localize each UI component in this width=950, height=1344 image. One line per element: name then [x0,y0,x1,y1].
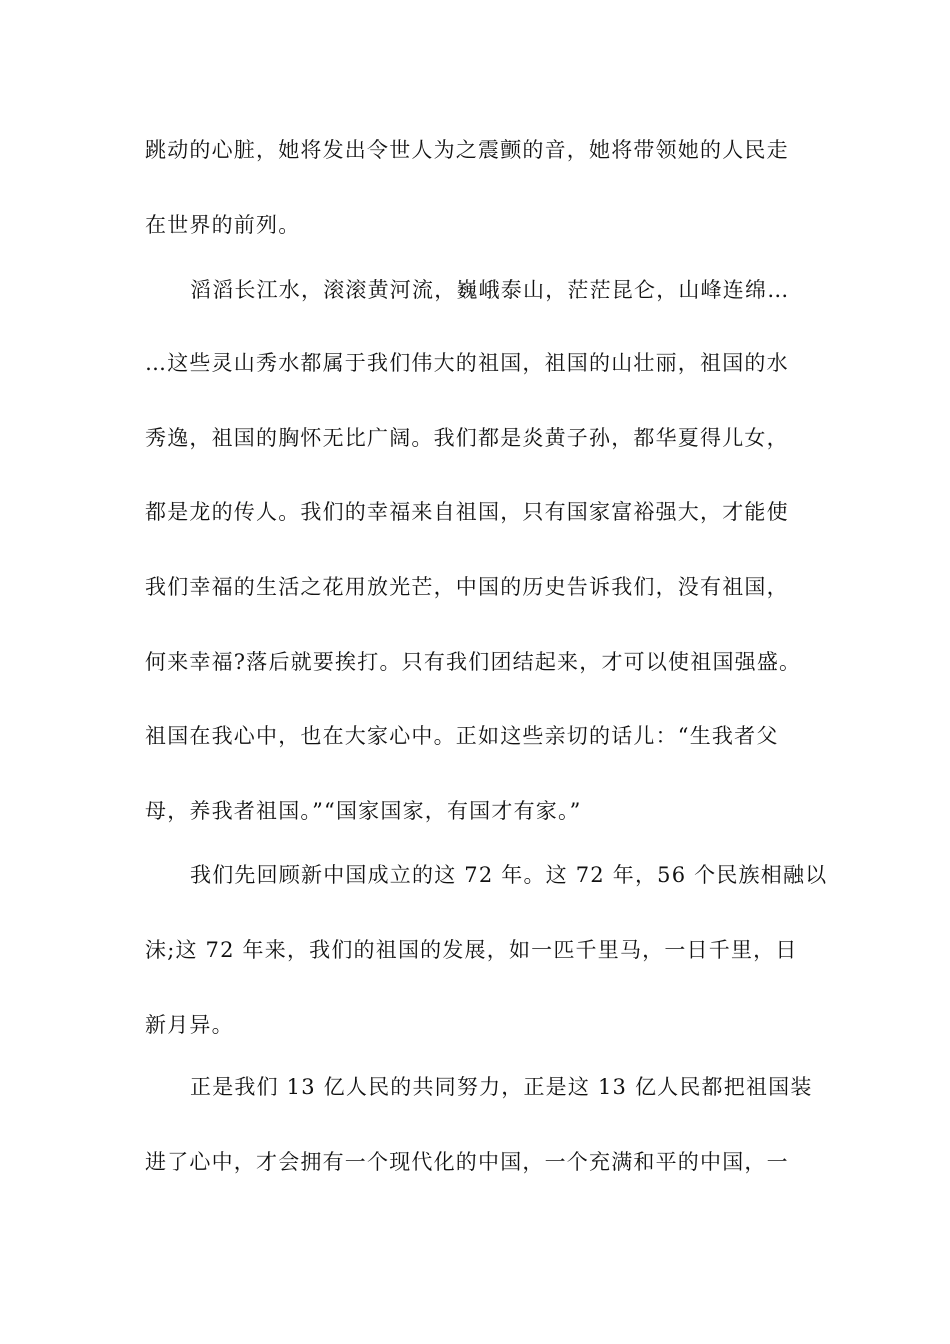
text-line: 都是龙的传人。我们的幸福来自祖国，只有国家富裕强大，才能使 [145,500,789,524]
text-line: 何来幸福?落后就要挨打。只有我们团结起来，才可以使祖国强盛。 [145,650,802,674]
paragraph-start-line: 滔滔长江水，滚滚黄河流，巍峨泰山，茫茫昆仑，山峰连绵… [190,278,790,302]
text-line: 秀逸，祖国的胸怀无比广阔。我们都是炎黄子孙，都华夏得儿女， [145,426,789,450]
text-line: 进了心中，才会拥有一个现代化的中国，一个充满和平的中国，一 [145,1150,789,1174]
paragraph-start-line: 正是我们 13 亿人民的共同努力，正是这 13 亿人民都把祖国装 [190,1075,813,1099]
text-line: 在世界的前列。 [145,213,301,237]
text-line: …这些灵山秀水都属于我们伟大的祖国，祖国的山壮丽，祖国的水 [145,351,789,375]
text-line: 母，养我者祖国。”“国家国家，有国才有家。” [145,799,582,823]
text-line: 我们幸福的生活之花用放光芒，中国的历史告诉我们，没有祖国， [145,575,789,599]
text-line: 跳动的心脏，她将发出令世人为之震颤的音，她将带领她的人民走 [145,138,789,162]
paragraph-start-line: 我们先回顾新中国成立的这 72 年。这 72 年，56 个民族相融以 [190,863,828,887]
text-line: 新月异。 [145,1013,234,1037]
text-line: 沫;这 72 年来，我们的祖国的发展，如一匹千里马，一日千里，日 [145,938,798,962]
text-line: 祖国在我心中，也在大家心中。正如这些亲切的话儿：“生我者父 [145,724,779,748]
